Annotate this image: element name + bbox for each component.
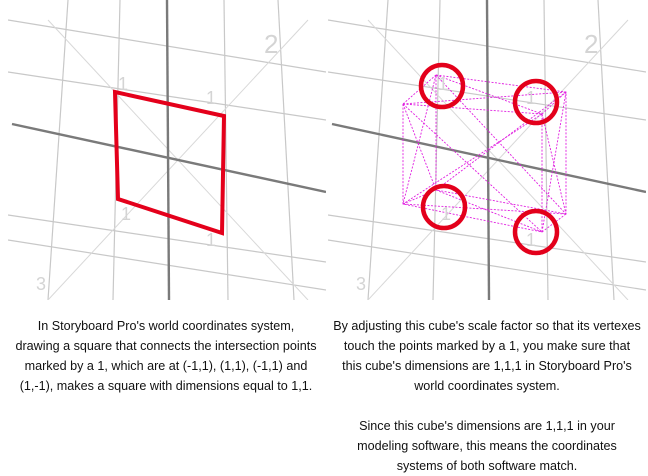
left-grid-svg: [8, 0, 326, 300]
right-grid-svg: [328, 0, 646, 300]
label-lower-left-1: 1: [441, 204, 452, 224]
caption-left-text: In Storyboard Pro's world coordinates system, drawing a square that connects the intersection points marked by a 1, which are at (-1,1), (1,1), (-1,1) and (1,-1), makes a square with dimensions equal to 1,1.: [15, 319, 317, 393]
label-lower-right-1: 1: [206, 230, 217, 250]
label-upper-right-1: 1: [526, 88, 537, 108]
label-upper-left-1: 1: [118, 74, 129, 94]
caption-right-paragraph-1: By adjusting this cube's scale factor so that its vertexes touch the points marked by a 1, you make sure that this cube's dimensions are 1,1,1 in Storyboard Pro's world coordinates system.: [333, 319, 641, 393]
label-bottom-left-3: 3: [36, 274, 47, 294]
label-top-right-2: 2: [584, 29, 599, 59]
caption-left: [14, 316, 318, 396]
label-upper-left-1: 1: [438, 74, 449, 94]
label-lower-left-1: 1: [121, 204, 132, 224]
label-top-right-2: 2: [264, 29, 279, 59]
label-bottom-left-3: 3: [356, 274, 367, 294]
diagram-right-cube: [328, 0, 646, 300]
caption-right: [333, 316, 641, 476]
grid-labels: [36, 29, 278, 294]
label-lower-right-1: 1: [526, 230, 537, 250]
caption-right-paragraph-2: Since this cube's dimensions are 1,1,1 in your modeling software, this means the coordinates systems of both software match.: [357, 419, 617, 473]
diagram-left-square: [8, 0, 326, 300]
label-upper-right-1: 1: [206, 88, 217, 108]
grid-labels: [356, 29, 598, 294]
caption-paragraph-gap: [333, 396, 641, 416]
